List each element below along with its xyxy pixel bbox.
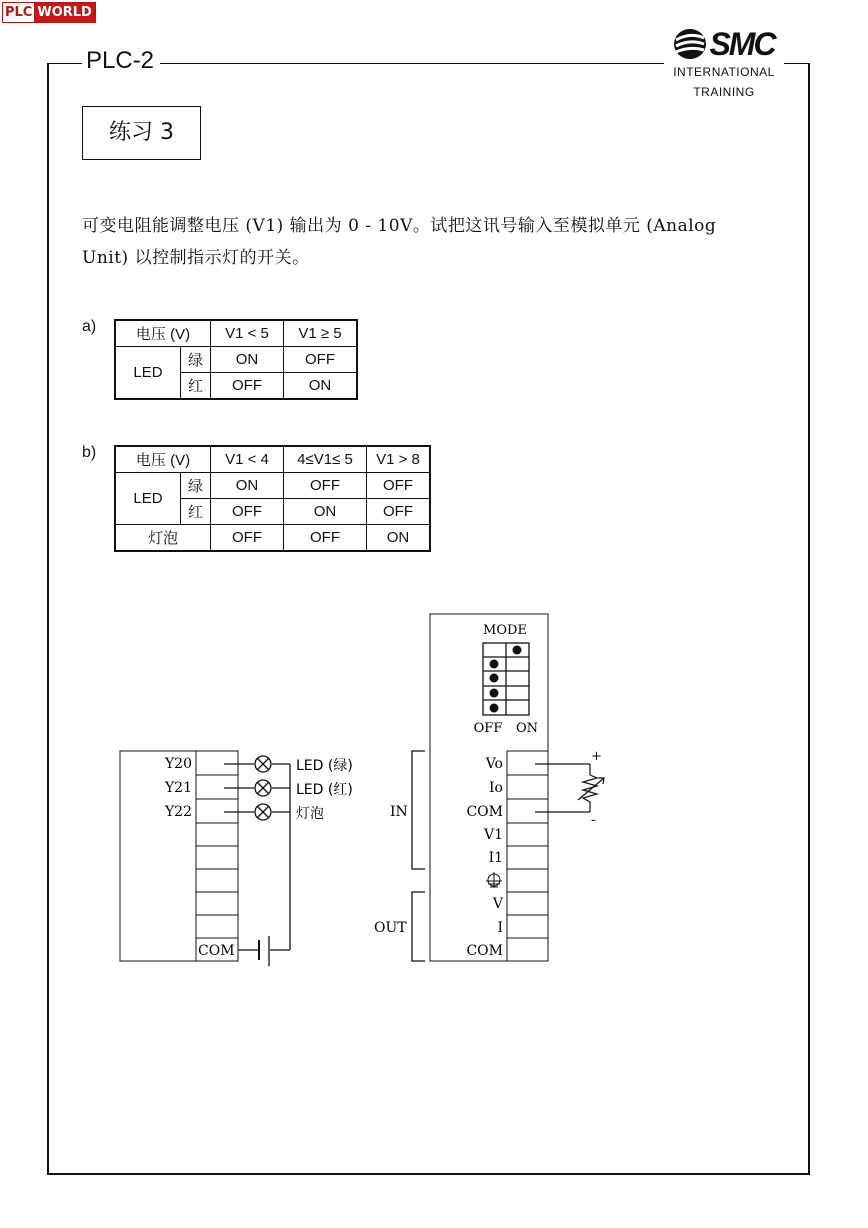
logo-line1: INTERNATIONAL (673, 65, 775, 79)
terminal-vo: Vo (485, 756, 503, 772)
plc-output-y20: Y20 (164, 756, 192, 772)
table-b-led: LED (115, 473, 181, 525)
table-a-header-c2: V1 ≥ 5 (284, 320, 358, 347)
logo-brand: SMC (709, 26, 775, 62)
table-a-row-name: 红 (181, 373, 211, 400)
description-line1: 可变电阻能调整电压 (V1) 输出为 0 - 10V。试把这讯号输入至模拟单元 (Analog (82, 216, 717, 236)
load-label-green-led: LED (绿) (296, 758, 353, 774)
table-a-cell: ON (211, 347, 284, 373)
terminal-v: V (492, 896, 503, 912)
in-bracket (412, 751, 425, 869)
dip-off-label: OFF (473, 721, 503, 736)
table-b-cell: ON (284, 499, 367, 525)
terminal-i: I (497, 920, 503, 936)
table-b-header-c2: 4≤V1≤ 5 (284, 446, 367, 473)
table-a-cell: OFF (284, 347, 358, 373)
table-a-led: LED (115, 347, 181, 400)
table-b-cell: OFF (284, 473, 367, 499)
table-b-cell: ON (367, 525, 431, 552)
lamp-icon (255, 780, 271, 796)
mode-label: MODE (483, 623, 527, 638)
battery-icon (259, 936, 269, 966)
table-b-header-c3: V1 > 8 (367, 446, 431, 473)
load-label-red-led: LED (红) (296, 782, 353, 798)
plc-output-y22: Y22 (164, 804, 192, 820)
table-a-header-c1: V1 < 5 (211, 320, 284, 347)
plc-com-label: COM (198, 943, 235, 959)
terminal-i1: I1 (488, 850, 503, 866)
pot-minus-label: - (591, 812, 596, 828)
table-a-label: a) (82, 318, 97, 335)
table-b-cell: OFF (284, 525, 367, 552)
table-b-cell: OFF (211, 499, 284, 525)
badge-part2: WORLD (34, 3, 94, 22)
logo-line2: TRAINING (693, 85, 755, 99)
table-a-row-name: 绿 (181, 347, 211, 373)
dip-on-label: ON (515, 721, 539, 736)
table-a-header-voltage: 电压 (V) (115, 320, 211, 347)
pot-plus-label: + (591, 749, 602, 764)
table-b-label: b) (82, 444, 97, 461)
table-b-row-name: 绿 (181, 473, 211, 499)
terminal-io: Io (489, 780, 503, 796)
table-b-cell: ON (211, 473, 284, 499)
lamp-icon (255, 804, 271, 820)
table-b-cell: OFF (211, 525, 284, 552)
document-title: PLC-2 (82, 46, 160, 76)
table-a-cell: OFF (211, 373, 284, 400)
terminal-com-in: COM (466, 804, 503, 820)
description-line2: Unit) 以控制指示灯的开关。 (82, 248, 310, 268)
table-b-bulb-name: 灯泡 (115, 525, 211, 552)
potentiometer-wiring (535, 764, 590, 812)
badge-part1: PLC (5, 5, 33, 20)
lamp-icon (255, 756, 271, 772)
in-label: IN (390, 804, 408, 820)
out-bracket (412, 892, 425, 961)
plc-output-y21: Y21 (164, 780, 192, 796)
table-a-cell: ON (284, 373, 358, 400)
terminal-com-out: COM (466, 943, 503, 959)
load-wiring (224, 764, 290, 950)
table-b-header-c1: V1 < 4 (211, 446, 284, 473)
table-b-row-name: 红 (181, 499, 211, 525)
exercise-title: 练习 3 (82, 106, 201, 160)
ground-icon (486, 872, 502, 887)
table-b-cell: OFF (367, 473, 431, 499)
potentiometer-icon (578, 775, 604, 802)
load-label-bulb: 灯泡 (296, 806, 324, 822)
table-b-header-voltage: 电压 (V) (115, 446, 211, 473)
terminal-v1: V1 (483, 827, 503, 843)
table-b-cell: OFF (367, 499, 431, 525)
out-label: OUT (374, 920, 407, 936)
